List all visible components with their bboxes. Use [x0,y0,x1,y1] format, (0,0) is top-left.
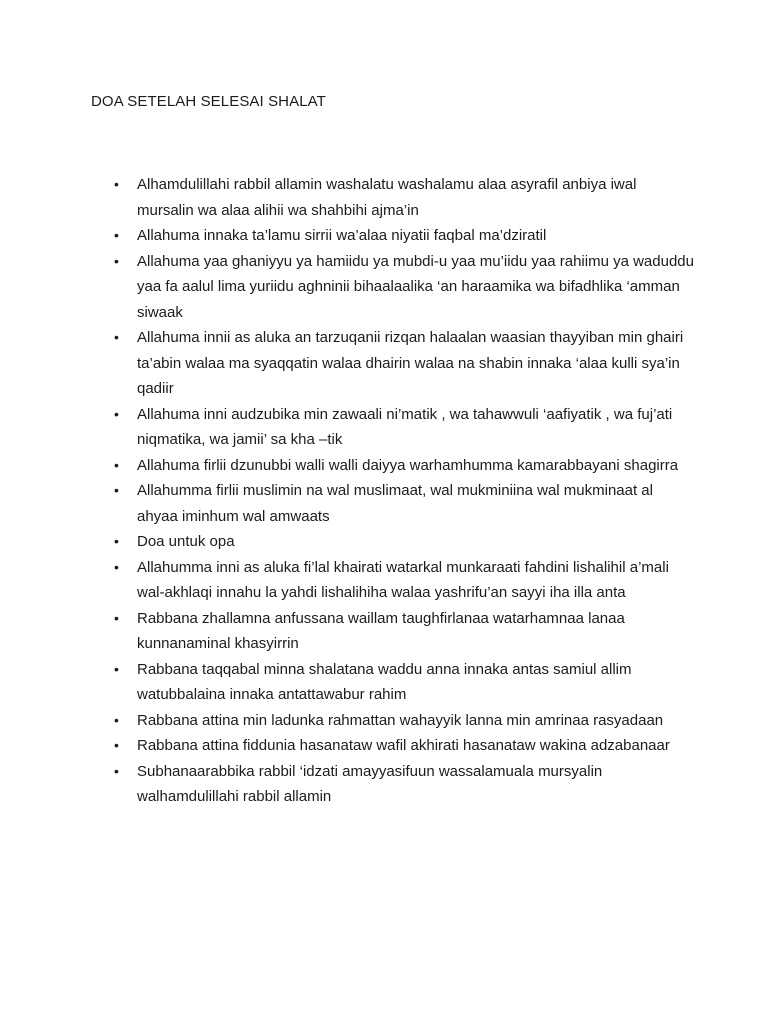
list-item-text: Allahuma innaka ta’lamu sirrii wa’alaa niyatii faqbal ma’dziratil [137,227,547,244]
bullet-icon: • [114,558,119,575]
list-item-text: Alhamdulillahi rabbil allamin washalatu washalamu alaa asyrafil anbiya iwal mursalin wa alaa alihii wa shahbihi ajma’in [137,176,637,219]
bullet-icon: • [114,737,119,753]
bullet-icon: • [114,762,119,779]
bullet-icon: • [114,482,119,498]
bullet-icon: • [114,533,119,549]
list-item [114,529,694,555]
bullet-icon: • [114,252,119,269]
list-item-text: Allahumma inni as aluka fi’lal khairati watarkal munkaraati fahdini lishalihil a’mali wal-akhlaqi innahu la yahdi lishalihiha walaa yashrifu’an sayyi iha illa anta [137,558,669,601]
list-item-text: Allahuma innii as aluka an tarzuqanii rizqan halaalan waasian thayyiban min ghairi ta’abin walaa ma syaqqatin walaa dhairin walaa na shabin innaka ‘alaa kulli sya’in qadiir [137,329,684,397]
bullet-icon: • [114,227,119,243]
list-item [114,453,694,479]
list-item-text: Allahuma inni audzubika min zawaali ni’matik , wa tahawwuli ‘aafiyatik , wa fuj’ati niqmatika, wa jamii’ sa kha –tik [137,405,673,448]
list-item [114,325,694,402]
list-item [114,172,694,223]
doa-list [114,172,694,810]
list-item [114,708,694,734]
bullet-icon: • [114,711,119,728]
list-item [114,478,694,529]
list-item-text: Rabbana attina min ladunka rahmattan wahayyik lanna min amrinaa rasyadaan [137,711,664,729]
list-item [114,223,694,249]
list-item [114,657,694,708]
list-item-text: Allahuma firlii dzunubbi walli walli daiyya warhamhumma kamarabbayani shagirra [137,456,679,474]
list-item-text: Rabbana taqqabal minna shalatana waddu anna innaka antas samiul allim watubbalaina innaka antattawabur rahim [137,660,632,703]
list-item [114,759,694,810]
list-item-text: Rabbana zhallamna anfussana waillam taughfirlanaa watarhamnaa lanaa kunnanaminal khasyirrin [137,609,625,652]
list-item [114,555,694,606]
bullet-icon: • [114,660,119,677]
list-item-text: Allahuma yaa ghaniyyu ya hamiidu ya mubdi-u yaa mu’iidu yaa rahiimu ya waduddu yaa fa aalul lima yuriidu aghninii bihaalaalika ‘an haraamika wa bifadhlika ‘amman siwaak [137,252,694,321]
bullet-icon: • [114,329,119,345]
document-title: DOA SETELAH SELESAI SHALAT [91,93,326,110]
list-item-text: Doa untuk opa [137,533,235,550]
list-item [114,606,694,657]
bullet-icon: • [114,456,119,473]
list-item-text: Rabbana attina fiddunia hasanataw wafil akhirati hasanataw wakina adzabanaar [137,737,670,754]
list-item-text: Allahumma firlii muslimin na wal muslimaat, wal mukminiina wal mukminaat al ahyaa iminhum wal amwaats [137,482,653,525]
bullet-icon: • [114,609,119,626]
list-item [114,249,694,326]
list-item-text: Subhanaarabbika rabbil ‘idzati amayyasifuun wassalamuala mursyalin walhamdulillahi rabbil allamin [137,762,603,805]
bullet-icon: • [114,176,119,192]
list-item [114,402,694,453]
bullet-icon: • [114,405,119,422]
list-item [114,733,694,759]
